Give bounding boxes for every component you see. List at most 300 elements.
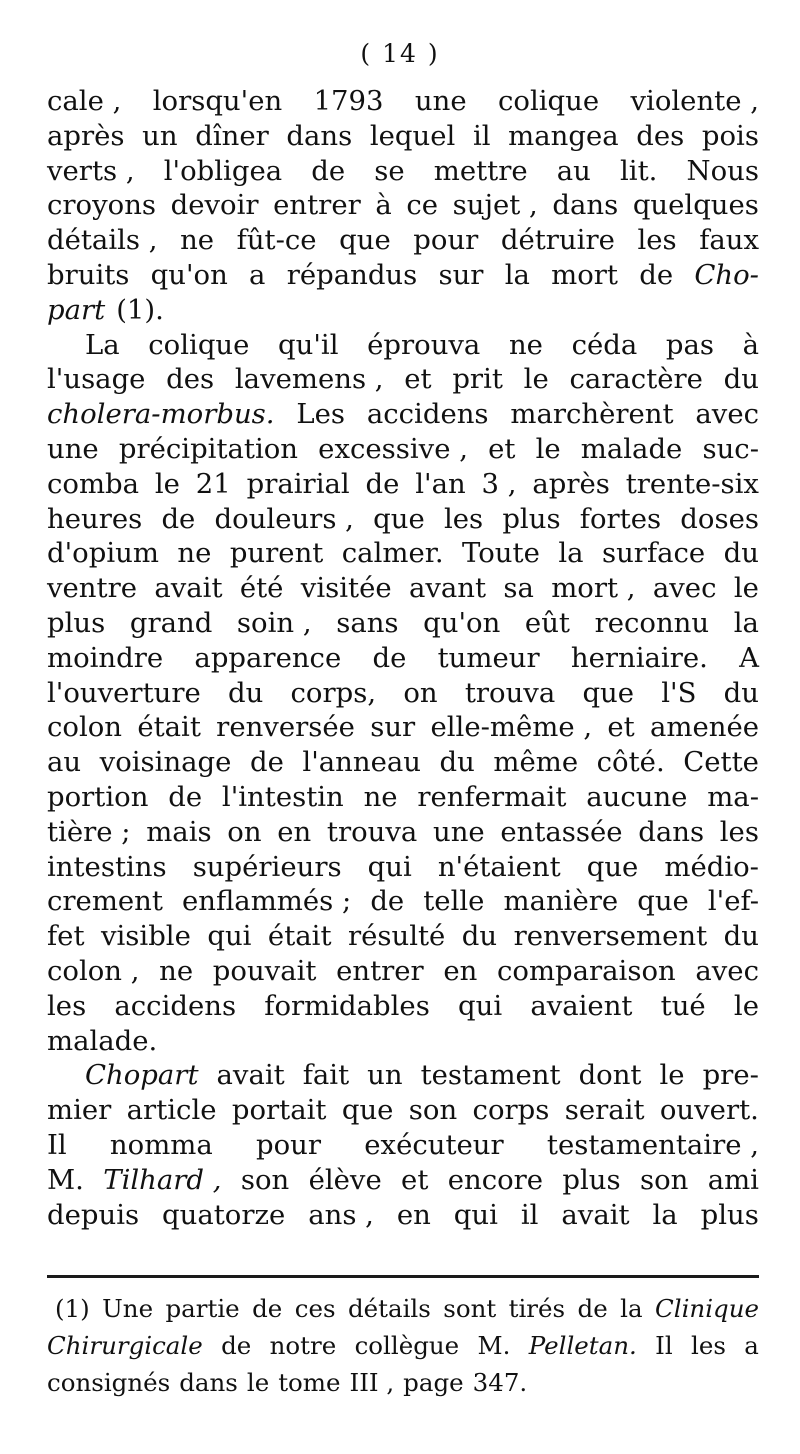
- word: 3 ,: [481, 467, 517, 500]
- word: La: [85, 328, 120, 361]
- text-line: [47, 362, 759, 397]
- word: dans: [179, 1368, 238, 1397]
- word: du: [723, 537, 759, 570]
- word: plus: [562, 1163, 621, 1196]
- word: avec: [695, 954, 759, 987]
- word: que: [339, 224, 391, 257]
- word: tière ;: [47, 815, 131, 848]
- word: avec: [652, 572, 717, 605]
- word: herniaire.: [570, 641, 708, 674]
- text-line: [47, 571, 759, 606]
- word: que: [637, 885, 689, 918]
- word: devoir: [170, 189, 259, 222]
- word: à: [375, 189, 392, 222]
- word: eût: [524, 606, 570, 639]
- word: tirés: [508, 1294, 566, 1323]
- word: faux: [699, 224, 759, 257]
- word: de: [370, 885, 405, 918]
- word: encore: [447, 1163, 544, 1196]
- word: lit.: [620, 154, 658, 187]
- word: de: [639, 258, 674, 291]
- word: ces: [294, 1294, 336, 1323]
- word: était: [137, 711, 201, 744]
- word: fortes: [579, 502, 662, 535]
- word: pouvait: [212, 954, 317, 987]
- word: sujet ,: [452, 189, 538, 222]
- word: de: [372, 641, 407, 674]
- word: résulté: [347, 920, 446, 953]
- text-line: [47, 745, 759, 780]
- word: du: [439, 746, 475, 779]
- word: renversée: [216, 711, 355, 744]
- word: on: [227, 815, 262, 848]
- text-line: [47, 467, 759, 502]
- text-line: [47, 676, 759, 711]
- word: ouvert.: [659, 1094, 759, 1127]
- word: testamentaire ,: [546, 1128, 759, 1161]
- word: lorsqu'en: [152, 85, 283, 117]
- word: trente-six: [625, 467, 759, 500]
- word: ne: [177, 537, 212, 570]
- word: qu'on: [150, 258, 228, 291]
- word: Il: [655, 1331, 673, 1360]
- word: avant: [408, 572, 487, 605]
- word: l'anneau: [302, 746, 421, 779]
- text-line: [47, 710, 759, 745]
- word: qui: [207, 920, 252, 953]
- word: de: [249, 746, 284, 779]
- word: des: [166, 363, 215, 396]
- word: renversement: [513, 920, 708, 953]
- word: qui: [453, 1198, 498, 1231]
- word: une: [47, 432, 99, 465]
- word: enflammés ;: [181, 885, 352, 918]
- word: trouva: [326, 815, 418, 848]
- text-line: [47, 1058, 759, 1093]
- text-line: [47, 1093, 759, 1128]
- word: mier: [47, 1094, 112, 1127]
- word: à: [742, 328, 759, 361]
- text-line: [47, 815, 759, 850]
- text-line: [47, 884, 759, 919]
- word: plus: [502, 502, 561, 535]
- body-text: [47, 84, 759, 1232]
- word: (1): [55, 1294, 90, 1323]
- word: elle-même ,: [430, 711, 593, 744]
- word: le: [659, 1059, 685, 1092]
- word: d'opium: [47, 537, 159, 570]
- word: Toute: [462, 537, 540, 570]
- word: nomma: [109, 1128, 213, 1161]
- word: pre-: [702, 1059, 759, 1092]
- word: le: [535, 432, 561, 465]
- word: de: [365, 467, 400, 500]
- word: éprouva: [367, 328, 481, 361]
- word: mettre: [433, 154, 528, 187]
- word: sa: [503, 572, 534, 605]
- word: dans: [552, 189, 619, 222]
- word: les: [47, 989, 87, 1022]
- word: testament: [420, 1059, 561, 1092]
- word: fet: [47, 920, 85, 953]
- word: était: [267, 920, 332, 953]
- text-line: [47, 119, 759, 154]
- word: il: [520, 1198, 539, 1231]
- word: purent: [229, 537, 324, 570]
- word: Chopart: [85, 1059, 199, 1092]
- word: ans ,: [308, 1198, 374, 1231]
- word: pour: [256, 1128, 322, 1161]
- word: corps,: [290, 676, 377, 709]
- word: colique: [497, 85, 600, 117]
- word: grand: [129, 606, 213, 639]
- word: avait: [561, 1198, 630, 1231]
- word: le: [733, 572, 759, 605]
- word: renfermait: [417, 780, 567, 813]
- word: mais: [146, 815, 212, 848]
- word: mort: [551, 258, 618, 291]
- word: les: [637, 224, 677, 257]
- word: III ,: [349, 1368, 395, 1397]
- word: la: [652, 1198, 678, 1231]
- word: un: [367, 1059, 403, 1092]
- word: été: [239, 572, 284, 605]
- word: qui: [367, 850, 412, 883]
- word: Cho-: [694, 258, 759, 291]
- word: doses: [680, 502, 759, 535]
- word: crement: [47, 885, 163, 918]
- word: pas: [665, 328, 714, 361]
- word: l'ef-: [707, 885, 759, 918]
- word: la: [558, 537, 584, 570]
- word: 21: [195, 467, 231, 500]
- word: cale ,: [47, 85, 122, 117]
- text-line: [47, 989, 759, 1024]
- word: sur: [370, 711, 416, 744]
- word: la: [733, 606, 759, 639]
- word: céda: [571, 328, 638, 361]
- word: bruits: [47, 258, 130, 291]
- word: avec: [695, 398, 759, 431]
- word: que: [582, 676, 635, 709]
- word: Nous: [686, 154, 759, 187]
- text-line: [47, 606, 759, 641]
- word: cholera-morbus.: [47, 398, 275, 431]
- word: partie: [165, 1294, 240, 1323]
- text-line: [47, 258, 759, 293]
- word: le: [154, 467, 180, 500]
- word: 1793: [313, 85, 384, 117]
- word: accidens: [366, 398, 489, 431]
- word: mort ,: [551, 572, 636, 605]
- word: croyons: [47, 189, 157, 222]
- word: lavemens ,: [234, 363, 384, 396]
- word: au: [556, 154, 591, 187]
- word: tué: [660, 989, 706, 1022]
- word: quatorze: [162, 1198, 286, 1231]
- word: portion: [47, 780, 149, 813]
- word: accidens: [114, 989, 237, 1022]
- word: consignés: [47, 1368, 171, 1397]
- word: ventre: [47, 572, 137, 605]
- word: soin ,: [236, 606, 312, 639]
- word: M.: [477, 1331, 511, 1360]
- word: la: [504, 258, 530, 291]
- word: plus: [700, 1198, 759, 1231]
- word: l'intestin: [221, 780, 344, 813]
- word: entrer: [336, 954, 424, 987]
- word: colique: [148, 328, 250, 361]
- word: son: [240, 1163, 290, 1196]
- word: heures: [47, 502, 143, 535]
- word: que: [373, 502, 425, 535]
- word: pois: [701, 119, 759, 152]
- word: avait: [154, 572, 223, 605]
- word: serait: [564, 1094, 645, 1127]
- word: du: [723, 920, 759, 953]
- word: fait: [302, 1059, 350, 1092]
- word: Tilhard ,: [103, 1163, 222, 1196]
- word: tumeur: [437, 641, 540, 674]
- word: caractère: [569, 363, 703, 396]
- word: notre: [269, 1331, 337, 1360]
- word: du: [461, 920, 498, 953]
- word: précipitation: [118, 432, 299, 465]
- word: violente ,: [630, 85, 759, 117]
- word: part: [47, 293, 106, 326]
- word: l'ouverture: [47, 676, 201, 709]
- page-number: ( 14 ): [360, 39, 440, 68]
- word: voisinage: [99, 746, 232, 779]
- word: sur: [438, 258, 484, 291]
- word: visitée: [300, 572, 392, 605]
- word: ami: [707, 1163, 759, 1196]
- word: une: [414, 85, 467, 117]
- text-line: [47, 397, 759, 432]
- word: ne: [508, 328, 543, 361]
- word: les: [719, 815, 759, 848]
- word: dans: [638, 815, 705, 848]
- word: Les: [296, 398, 346, 431]
- word: 347.: [472, 1368, 528, 1397]
- word: malade: [580, 432, 683, 465]
- word: se: [374, 154, 405, 187]
- text-line: [47, 223, 759, 258]
- word: détails ,: [47, 224, 158, 257]
- word: même: [493, 746, 579, 779]
- word: son: [639, 1163, 689, 1196]
- word: et: [401, 1163, 429, 1196]
- word: apparence: [194, 641, 342, 674]
- word: la: [620, 1294, 643, 1323]
- word: exécuteur: [364, 1128, 504, 1161]
- word: M.: [47, 1163, 84, 1196]
- text-line: [47, 1024, 759, 1059]
- word: qui: [458, 989, 503, 1022]
- word: calmer.: [341, 537, 444, 570]
- word: en: [277, 815, 312, 848]
- text-line: [47, 502, 759, 537]
- word: Il: [47, 1128, 67, 1161]
- word: que: [341, 1094, 394, 1127]
- word: excessive ,: [318, 432, 468, 465]
- text-line: [47, 84, 759, 119]
- word: de: [252, 1294, 283, 1323]
- word: détruire: [500, 224, 615, 257]
- word: sont: [443, 1294, 497, 1323]
- word: élève: [308, 1163, 382, 1196]
- word: intestins: [47, 850, 167, 883]
- word: après: [47, 119, 125, 152]
- word: quelques: [632, 189, 759, 222]
- text-line: [47, 641, 759, 676]
- word: mangea: [508, 119, 619, 152]
- word: son: [408, 1094, 458, 1127]
- word: ne: [180, 224, 215, 257]
- word: de: [311, 154, 346, 187]
- word: amenée: [649, 711, 759, 744]
- word: manière: [503, 885, 619, 918]
- word: colon ,: [47, 954, 140, 987]
- word: fût-ce: [236, 224, 317, 257]
- word: les: [691, 1331, 726, 1360]
- word: (1).: [116, 293, 164, 326]
- word: article: [126, 1094, 217, 1127]
- word: colon: [47, 711, 123, 744]
- word: il: [472, 119, 491, 152]
- word: qu'on: [423, 606, 501, 639]
- word: reconnu: [594, 606, 710, 639]
- word: ce: [406, 189, 439, 222]
- word: en: [396, 1198, 431, 1231]
- word: trouva: [464, 676, 556, 709]
- word: l'S: [661, 676, 697, 709]
- text-line: [47, 154, 759, 189]
- word: suc-: [702, 432, 759, 465]
- footnote-line: [47, 1364, 759, 1401]
- word: visible: [100, 920, 191, 953]
- word: Clinique: [655, 1294, 759, 1323]
- word: du: [227, 676, 264, 709]
- word: au: [47, 746, 82, 779]
- word: après: [532, 467, 610, 500]
- word: les: [443, 502, 484, 535]
- word: le: [523, 363, 549, 396]
- word: Une: [102, 1294, 154, 1323]
- text-line: [47, 1128, 759, 1163]
- word: portait: [231, 1094, 327, 1127]
- word: des: [636, 119, 685, 152]
- word: ne: [159, 954, 194, 987]
- word: le: [246, 1368, 270, 1397]
- word: prairial: [246, 467, 350, 500]
- word: verts ,: [47, 154, 135, 187]
- word: du: [723, 363, 759, 396]
- word: de: [168, 780, 203, 813]
- word: un: [142, 119, 178, 152]
- word: a: [744, 1331, 759, 1360]
- word: A: [739, 641, 759, 674]
- text-line: [47, 293, 759, 328]
- word: et: [488, 432, 516, 465]
- word: n'étaient: [437, 850, 561, 883]
- word: avaient: [530, 989, 633, 1022]
- footnote-line: [47, 1290, 759, 1327]
- word: qu'il: [278, 328, 339, 361]
- word: surface: [601, 537, 706, 570]
- word: en: [443, 954, 478, 987]
- word: et: [404, 363, 432, 396]
- word: détails: [347, 1294, 431, 1323]
- word: Cette: [683, 746, 759, 779]
- word: aucune: [586, 780, 688, 813]
- word: pour: [413, 224, 479, 257]
- word: prit: [452, 363, 503, 396]
- word: ne: [363, 780, 398, 813]
- footnote-line: [47, 1327, 759, 1364]
- text-line: [47, 919, 759, 954]
- word: du: [723, 676, 759, 709]
- word: collègue: [354, 1331, 460, 1360]
- word: formidables: [264, 989, 430, 1022]
- word: ma-: [707, 780, 759, 813]
- word: dont: [578, 1059, 642, 1092]
- word: répandus: [286, 258, 418, 291]
- word: et: [607, 711, 635, 744]
- word: le: [733, 989, 759, 1022]
- word: Chirurgicale: [47, 1331, 203, 1360]
- text-line: [47, 328, 759, 363]
- text-line: [47, 1198, 759, 1233]
- footnote: [47, 1290, 759, 1401]
- word: que: [586, 850, 639, 883]
- word: telle: [423, 885, 485, 918]
- word: moindre: [47, 641, 164, 674]
- word: l'usage: [47, 363, 146, 396]
- word: malade.: [47, 1024, 158, 1057]
- text-line: [47, 954, 759, 989]
- word: de: [577, 1294, 608, 1323]
- word: Pelletan.: [528, 1331, 637, 1360]
- word: de: [221, 1331, 252, 1360]
- word: dans: [286, 119, 353, 152]
- word: médio-: [664, 850, 759, 883]
- word: tome: [278, 1368, 341, 1397]
- word: de: [161, 502, 196, 535]
- word: l'obligea: [163, 154, 283, 187]
- footnote-separator-rule: [47, 1275, 759, 1278]
- word: supérieurs: [192, 850, 342, 883]
- word: une: [433, 815, 485, 848]
- word: on: [403, 676, 438, 709]
- word: a: [249, 258, 266, 291]
- text-line: [47, 188, 759, 223]
- word: dîner: [195, 119, 269, 152]
- word: avait: [216, 1059, 285, 1092]
- word: douleurs ,: [214, 502, 354, 535]
- word: entassée: [500, 815, 623, 848]
- word: lequel: [369, 119, 456, 152]
- word: entrer: [273, 189, 361, 222]
- text-line: [47, 850, 759, 885]
- word: plus: [47, 606, 106, 639]
- word: comparaison: [496, 954, 676, 987]
- text-line: [47, 432, 759, 467]
- word: marchèrent: [510, 398, 674, 431]
- text-line: [47, 1163, 759, 1198]
- text-line: [47, 780, 759, 815]
- word: l'an: [415, 467, 466, 500]
